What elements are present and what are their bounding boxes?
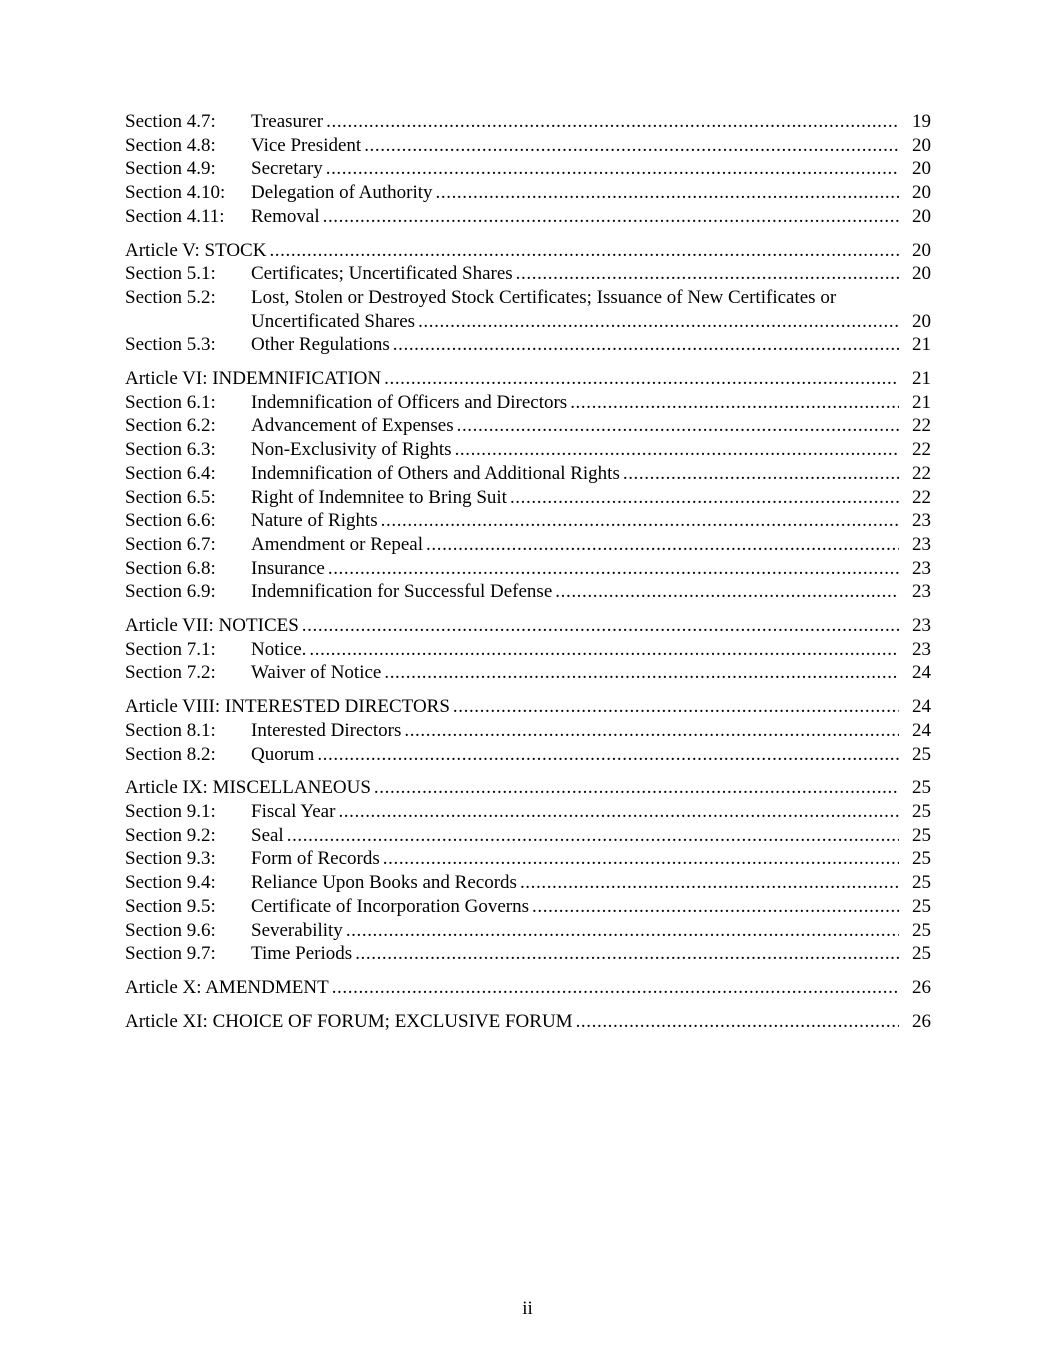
page-footer bbox=[0, 1297, 1055, 1321]
dot-leader bbox=[418, 310, 899, 334]
toc-section-label: Section 5.1: bbox=[125, 263, 216, 285]
dot-leader bbox=[381, 509, 899, 533]
toc-title: Indemnification for Successful Defense bbox=[251, 581, 553, 603]
toc-article-title: Article VII: NOTICES bbox=[125, 615, 299, 637]
dot-leader bbox=[426, 533, 899, 557]
toc-page-number: 26 bbox=[912, 976, 931, 998]
toc-title: Form of Records bbox=[251, 848, 380, 870]
toc-title: Other Regulations bbox=[251, 334, 390, 356]
toc-article-title: Article V: STOCK bbox=[125, 239, 267, 261]
toc-page-number: 25 bbox=[912, 872, 931, 894]
toc-row bbox=[125, 800, 931, 824]
toc-section-label: Section 6.4: bbox=[125, 462, 216, 484]
toc-section-label: Section 6.8: bbox=[125, 557, 216, 579]
dot-leader bbox=[570, 391, 899, 415]
dot-leader bbox=[520, 871, 899, 895]
toc-row bbox=[125, 310, 931, 334]
dot-leader bbox=[309, 638, 899, 662]
toc-title: Reliance Upon Books and Records bbox=[251, 872, 517, 894]
toc-page-number: 23 bbox=[912, 533, 931, 555]
dot-leader bbox=[555, 580, 899, 604]
toc-row bbox=[125, 533, 931, 557]
toc-row bbox=[125, 743, 931, 767]
toc-section-label: Section 6.6: bbox=[125, 510, 216, 532]
toc-row bbox=[125, 391, 931, 415]
toc-page-number: 26 bbox=[912, 1010, 931, 1032]
toc-row bbox=[125, 871, 931, 895]
dot-leader bbox=[436, 181, 899, 205]
toc-title: Treasurer bbox=[251, 111, 324, 132]
dot-leader bbox=[453, 695, 899, 719]
toc-page-number: 24 bbox=[912, 719, 931, 741]
toc-page-number: 25 bbox=[912, 743, 931, 765]
toc-title: Advancement of Expenses bbox=[251, 415, 454, 437]
toc-page-number: 25 bbox=[912, 800, 931, 822]
toc-page-number: 20 bbox=[912, 205, 931, 227]
toc-section-label: Section 4.10: bbox=[125, 182, 226, 204]
toc-title: Time Periods bbox=[251, 943, 353, 965]
toc-page-number: 22 bbox=[912, 486, 931, 508]
toc-title: Interested Directors bbox=[251, 719, 402, 741]
toc-page-number: 20 bbox=[912, 263, 931, 285]
toc-title: Waiver of Notice bbox=[251, 662, 382, 684]
toc-section-label: Section 6.9: bbox=[125, 581, 216, 603]
toc-row bbox=[125, 824, 931, 848]
toc-page-number: 24 bbox=[912, 662, 931, 684]
dot-leader bbox=[532, 895, 899, 919]
dot-leader bbox=[302, 614, 899, 638]
dot-leader bbox=[332, 976, 899, 1000]
toc-page-number: 20 bbox=[912, 239, 931, 261]
toc-title: Indemnification of Others and Additional Rights bbox=[251, 462, 620, 484]
toc-page-number: 20 bbox=[912, 134, 931, 156]
toc-section-label: Section 6.2: bbox=[125, 415, 216, 437]
dot-leader bbox=[455, 438, 899, 462]
dot-leader bbox=[355, 942, 899, 966]
toc-title: Nature of Rights bbox=[251, 510, 378, 532]
toc-row bbox=[125, 110, 931, 134]
toc-article-title: Article IX: MISCELLANEOUS bbox=[125, 777, 371, 799]
toc-page-number: 20 bbox=[912, 310, 931, 332]
table-of-contents bbox=[125, 110, 931, 1033]
toc-row bbox=[125, 181, 931, 205]
dot-leader bbox=[317, 743, 899, 767]
toc-title: Certificate of Incorporation Governs bbox=[251, 895, 530, 917]
toc-row-article bbox=[125, 776, 931, 800]
toc-section-label: Section 4.9: bbox=[125, 158, 216, 180]
toc-row bbox=[125, 414, 931, 438]
toc-row bbox=[125, 333, 931, 357]
toc-row bbox=[125, 462, 931, 486]
toc-row bbox=[125, 557, 931, 581]
toc-page-number: 23 bbox=[912, 557, 931, 579]
toc-row bbox=[125, 895, 931, 919]
dot-leader bbox=[346, 919, 899, 943]
toc-title: Insurance bbox=[251, 557, 325, 579]
dot-leader bbox=[287, 824, 899, 848]
toc-section-label: Section 9.2: bbox=[125, 824, 216, 846]
toc-title: Fiscal Year bbox=[251, 800, 336, 822]
toc-row bbox=[125, 205, 931, 229]
toc-title: Quorum bbox=[251, 743, 315, 765]
toc-page-number: 22 bbox=[912, 439, 931, 461]
toc-title: Non-Exclusivity of Rights bbox=[251, 439, 452, 461]
toc-row bbox=[125, 919, 931, 943]
toc-section-label: Section 9.7: bbox=[125, 943, 216, 965]
toc-page-number: 23 bbox=[912, 510, 931, 532]
toc-row bbox=[125, 157, 931, 181]
toc-section-label: Section 4.7: bbox=[125, 111, 216, 132]
toc-row bbox=[125, 719, 931, 743]
toc-section-label: Section 7.1: bbox=[125, 638, 216, 660]
dot-leader bbox=[323, 205, 899, 229]
dot-leader bbox=[326, 110, 899, 134]
toc-page-number: 25 bbox=[912, 895, 931, 917]
toc-row bbox=[125, 486, 931, 510]
toc-page-number: 25 bbox=[912, 943, 931, 965]
dot-leader bbox=[393, 333, 899, 357]
toc-row bbox=[125, 847, 931, 871]
toc-page-number: 20 bbox=[912, 182, 931, 204]
toc-row bbox=[125, 262, 931, 286]
dot-leader bbox=[383, 847, 899, 871]
toc-section-label: Section 6.5: bbox=[125, 486, 216, 508]
toc-section-label: Section 9.4: bbox=[125, 872, 216, 894]
toc-section-label: Section 4.8: bbox=[125, 134, 216, 156]
dot-leader bbox=[338, 800, 899, 824]
toc-title: Notice. bbox=[251, 638, 307, 660]
toc-article-title: Article X: AMENDMENT bbox=[125, 976, 329, 998]
toc-page-number: 21 bbox=[912, 334, 931, 356]
toc-section-label: Section 4.11: bbox=[125, 205, 225, 227]
toc-row-article bbox=[125, 239, 931, 263]
toc-section-label: Section 5.3: bbox=[125, 334, 216, 356]
toc-section-label: Section 8.1: bbox=[125, 719, 216, 741]
toc-page-number: 23 bbox=[912, 615, 931, 637]
toc-section-label: Section 9.3: bbox=[125, 848, 216, 870]
toc-row bbox=[125, 580, 931, 604]
toc-row bbox=[125, 509, 931, 533]
toc-page-number: 25 bbox=[912, 824, 931, 846]
dot-leader bbox=[326, 157, 899, 181]
toc-page-number: 25 bbox=[912, 848, 931, 870]
toc-section-label: Section 6.3: bbox=[125, 439, 216, 461]
toc-page-number: 22 bbox=[912, 415, 931, 437]
toc-title: Delegation of Authority bbox=[251, 182, 433, 204]
dot-leader bbox=[623, 462, 899, 486]
toc-row bbox=[125, 438, 931, 462]
toc-page-number: 25 bbox=[912, 919, 931, 941]
toc-row-article bbox=[125, 1010, 931, 1034]
toc-section-label: Section 9.5: bbox=[125, 895, 216, 917]
toc-title: Amendment or Repeal bbox=[251, 533, 424, 555]
toc-article-title: Article XI: CHOICE OF FORUM; EXCLUSIVE FORUM bbox=[125, 1010, 573, 1032]
toc-row-article bbox=[125, 976, 931, 1000]
toc-section-label: Section 6.1: bbox=[125, 391, 216, 413]
toc-page-number: 21 bbox=[912, 391, 931, 413]
toc-section-label: Section 7.2: bbox=[125, 662, 216, 684]
toc-section-label: Section 6.7: bbox=[125, 533, 216, 555]
toc-title: Indemnification of Officers and Directors bbox=[251, 391, 568, 413]
toc-row bbox=[125, 942, 931, 966]
toc-section-label: Section 9.1: bbox=[125, 800, 216, 822]
toc-page-number: 25 bbox=[912, 777, 931, 799]
toc-title-continued: Uncertificated Shares bbox=[251, 310, 416, 332]
toc-row-article bbox=[125, 614, 931, 638]
dot-leader bbox=[516, 262, 899, 286]
toc-page-number: 23 bbox=[912, 638, 931, 660]
toc-title: Secretary bbox=[251, 158, 323, 180]
toc-row-article bbox=[125, 695, 931, 719]
toc-page-number: 21 bbox=[912, 368, 931, 390]
toc-row-article bbox=[125, 367, 931, 391]
dot-leader bbox=[269, 239, 899, 263]
toc-title: Vice President bbox=[251, 134, 362, 156]
dot-leader bbox=[384, 661, 899, 685]
toc-title: Certificates; Uncertificated Shares bbox=[251, 263, 513, 285]
toc-page-number: 19 bbox=[912, 111, 931, 132]
toc-section-label: Section 8.2: bbox=[125, 743, 216, 765]
toc-page-number: 23 bbox=[912, 581, 931, 603]
toc-section-label: Section 5.2: bbox=[125, 286, 216, 308]
toc-title: Seal bbox=[251, 824, 284, 846]
toc-row bbox=[125, 661, 931, 685]
dot-leader bbox=[364, 134, 899, 158]
dot-leader bbox=[510, 486, 899, 510]
dot-leader bbox=[404, 719, 899, 743]
toc-title: Lost, Stolen or Destroyed Stock Certificates; Issuance of New Certificates or bbox=[251, 286, 837, 308]
dot-leader bbox=[384, 367, 899, 391]
toc-page-number: 22 bbox=[912, 462, 931, 484]
dot-leader bbox=[328, 557, 899, 581]
toc-row bbox=[125, 134, 931, 158]
footer-page-number: ii bbox=[522, 1298, 533, 1319]
toc-article-title: Article VIII: INTERESTED DIRECTORS bbox=[125, 696, 450, 718]
toc-row bbox=[125, 638, 931, 662]
toc-article-title: Article VI: INDEMNIFICATION bbox=[125, 368, 382, 390]
toc-page-number: 24 bbox=[912, 696, 931, 718]
dot-leader bbox=[576, 1010, 899, 1034]
toc-title: Severability bbox=[251, 919, 343, 941]
toc-page-number: 20 bbox=[912, 158, 931, 180]
toc-row bbox=[125, 286, 931, 310]
dot-leader bbox=[457, 414, 899, 438]
toc-title: Right of Indemnitee to Bring Suit bbox=[251, 486, 507, 508]
toc-section-label: Section 9.6: bbox=[125, 919, 216, 941]
dot-leader bbox=[374, 776, 899, 800]
toc-title: Removal bbox=[251, 205, 320, 227]
